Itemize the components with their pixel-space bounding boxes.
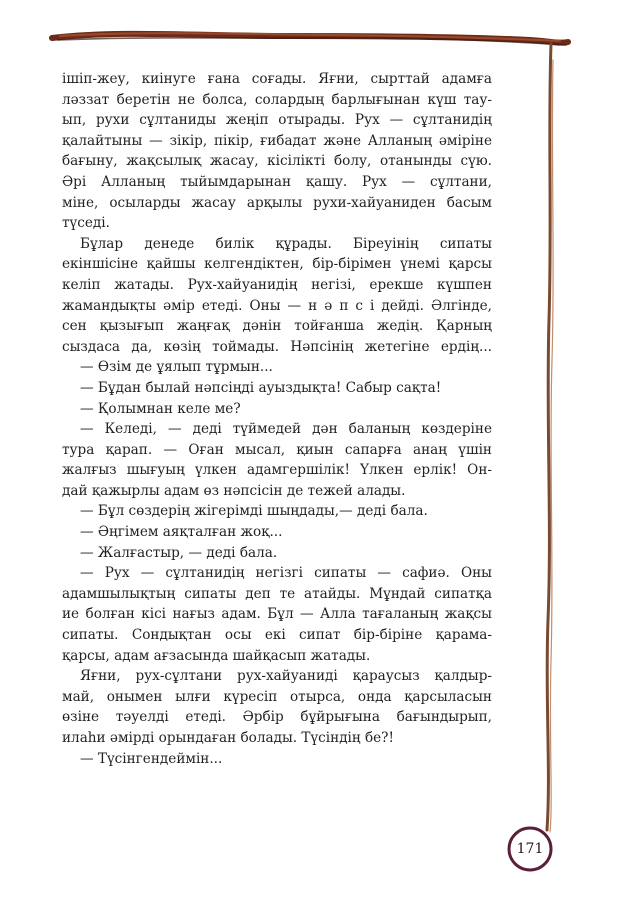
dialogue-line: — Қолымнан келе ме?	[80, 400, 241, 417]
text-line: тура қарап. — Оған мысал, қиын сапарға анаң үшін	[62, 441, 492, 458]
text-line: ие болған кісі нағыз адам. Бұл — Алла тағаланың жақсы	[62, 606, 492, 623]
text-line: адамшылықтың сипаты деп те атайды. Мұндай сипатқа	[62, 585, 492, 602]
text-line: жамандықты әмір етеді. Оны — н ә п с і дейді. Әлгінде,	[62, 297, 492, 314]
text-line: Яғни, рух-сұлтани рух-хайуаниді қараусыз қалдыр-	[80, 668, 492, 685]
text-line: май, онымен ылғи күресіп отырса, онда қарсыласын	[62, 688, 492, 705]
text-line: қалайтыны — зікір, пікір, ғибадат және Алланың әміріне	[62, 132, 492, 149]
text-line: сыздаса да, көзің тоймады. Нәпсінің жетегіне ердің...	[62, 338, 492, 355]
text-line: екіншісіне қайшы келгендіктен, бір-бірімен үнемі қарсы	[62, 256, 492, 273]
text-line: Бұлар денеде билік құрады. Біреуінің сипаты	[80, 235, 492, 252]
text-line: ішіп-жеу, киінуге ғана соғады. Яғни, сырттай адамға	[62, 71, 492, 87]
dialogue-line: — Түсінгендеймін...	[80, 750, 223, 767]
text-line: сен қызығып жаңғақ дәнін тойғанша жедің. Қарның	[62, 318, 492, 335]
text-line: бағыну, жақсылық жасау, кісілікті болу, отанынды сүю.	[62, 153, 492, 170]
dialogue-line: — Жалғастыр, — деді бала.	[80, 544, 278, 561]
text-line: илаһи әмірді орындаған болады. Түсіндің бе?!	[62, 730, 394, 746]
text-line: ләззат беретін не болса, солардың барлығынан күш тау-	[62, 91, 492, 108]
body-text	[62, 69, 492, 769]
page-number: 171	[516, 841, 544, 857]
text-line: Әрі Алланың тыйымдарынан қашу. Рух — сұлтани,	[62, 173, 492, 190]
text-line: қарсы, адам ағзасында шайқасып жатады.	[62, 647, 371, 664]
dialogue-line: — Өзім де ұялып тұрмын...	[80, 359, 273, 376]
text-line: міне, осыларды жасау арқылы рухи-хайуаниден басым	[62, 194, 492, 211]
text-line: түседі.	[62, 215, 110, 232]
dialogue-line: — Келеді, — деді түймедей дән баланың көздеріне	[80, 421, 492, 438]
text-line: ып, рухи сұлтаниды жеңіп отырады. Рух — сұлтанидің	[62, 112, 492, 129]
text-line: сипаты. Сондықтан осы екі сипат бір-біріне қарама-	[62, 627, 492, 644]
text-line: өзіне тәуелді етеді. Әрбір бұйрығына бағындырып,	[62, 709, 492, 726]
text-line: жалғыз шығуың үлкен адамгершілік! Үлкен ерлік! Он-	[62, 462, 492, 479]
text-line: келіп жатады. Рух-хайуанидің негізі, ерекше күшпен	[62, 276, 492, 293]
dialogue-line: — Бұдан былай нәпсіңді ауыздықта! Сабыр сақта!	[80, 379, 442, 396]
text-line: дай қажырлы адам өз нәпсісін де тежей алады.	[62, 482, 406, 499]
dialogue-line: — Бұл сөздерің жігерімді шыңдады,— деді бала.	[80, 503, 428, 520]
dialogue-line: — Рух — сұлтанидің негізгі сипаты — сафиә. Оны	[80, 565, 492, 582]
dialogue-line: — Әңгімем аяқталған жоқ...	[80, 524, 283, 541]
